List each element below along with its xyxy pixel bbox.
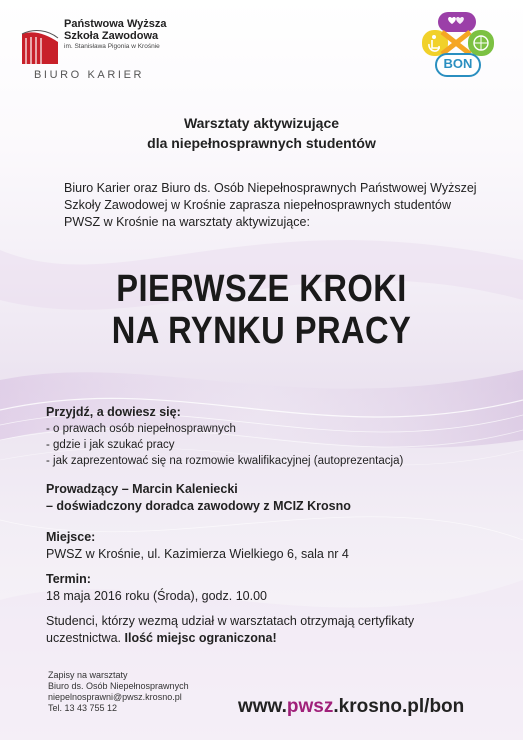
university-subtitle: im. Stanisława Pigonia w Krośnie — [64, 43, 160, 50]
headline-line-2: NA RYNKU PRACY — [111, 310, 412, 352]
url-prefix: www. — [238, 696, 287, 717]
host-description: – doświadczony doradca zawodowy z MCIZ Krosno — [46, 499, 351, 513]
place-value: PWSZ w Krośnie, ul. Kazimierza Wielkiego 6, sala nr 4 — [46, 547, 349, 561]
limited-seats-note: Ilość miejsc ograniczona! — [124, 631, 277, 645]
url-suffix: .krosno.pl/bon — [333, 696, 465, 717]
bon-logo-text: BON — [443, 56, 473, 71]
office-name: BIURO KARIER — [34, 69, 145, 81]
topics-section — [46, 404, 403, 469]
host-section — [46, 481, 351, 515]
headline-line-1: PIERWSZE KROKI — [116, 268, 407, 310]
topic-item: - gdzie i jak szukać pracy — [46, 439, 175, 451]
url-accent: pwsz — [286, 696, 334, 717]
topic-item: - o prawach osób niepełnosprawnych — [46, 423, 236, 435]
contact-email[interactable]: niepelnosprawni@pwsz.krosno.pl — [48, 692, 182, 702]
subtitle-line-2: dla niepełnosprawnych studentów — [147, 135, 376, 151]
date-section — [46, 571, 267, 605]
subtitle-line-1: Warsztaty aktywizujące — [183, 115, 340, 131]
workshop-subtitle — [0, 113, 523, 153]
intro-paragraph: Biuro Karier oraz Biuro ds. Osób Niepełnosprawnych Państwowej Wyższej Szkoły Zawodowej w Krośnie zaprasza niepełnosprawnych studentów PWSZ w Krośnie na warsztaty aktywizujące: — [64, 181, 477, 229]
place-label: Miejsce: — [46, 530, 96, 544]
university-name: Państwowa Wyższa Szkoła Zawodowa — [64, 18, 167, 42]
contact-line-2: Biuro ds. Osób Niepełnosprawnych — [48, 681, 189, 691]
date-value: 18 maja 2016 roku (Środa), godz. 10.00 — [46, 589, 267, 603]
contact-phone: Tel. 13 43 755 12 — [48, 703, 118, 713]
contact-info — [48, 670, 189, 714]
certificate-text: Studenci, którzy wezmą udział w warsztatach otrzymają certyfikaty uczestnictwa. — [46, 614, 415, 645]
topics-heading: Przyjdź, a dowiesz się: — [46, 405, 181, 419]
topic-item: - jak zaprezentować się na rozmowie kwalifikacyjnej (autoprezentacja) — [46, 455, 404, 467]
pwsz-logo-icon — [20, 28, 60, 66]
main-headline — [37, 268, 487, 352]
place-section — [46, 529, 349, 563]
website-link[interactable] — [238, 696, 464, 718]
contact-line-1: Zapisy na warsztaty — [48, 670, 128, 680]
date-label: Termin: — [46, 572, 91, 586]
certificate-note — [46, 613, 476, 647]
host-name: Prowadzący – Marcin Kaleniecki — [46, 482, 238, 496]
